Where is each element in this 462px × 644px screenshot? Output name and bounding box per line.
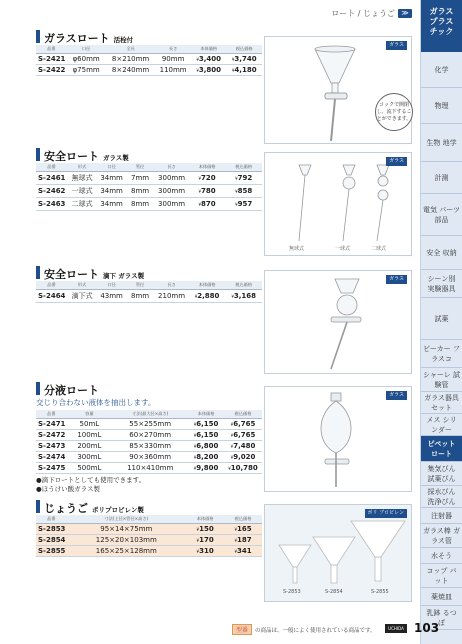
col-header: 形式 <box>67 281 97 290</box>
cell: 110mm <box>155 65 191 76</box>
page-footer <box>0 618 462 644</box>
yen-mark: ¥ <box>193 466 197 471</box>
cell: 300mm <box>154 198 189 211</box>
price: 6,150 <box>196 431 219 439</box>
section-heading: じょうご <box>44 502 88 515</box>
section-subtitle: ポリプロピレン製 <box>92 506 144 514</box>
page-number: 103 <box>414 621 440 635</box>
sidebar-header-line: ガラス <box>429 7 454 16</box>
sidebar-item-label: コップ バット <box>426 566 457 585</box>
sidebar-item[interactable] <box>421 462 462 486</box>
cell: φ75mm <box>66 65 105 76</box>
section-glass-funnel <box>36 30 412 122</box>
sidebar-item[interactable] <box>421 194 462 236</box>
sidebar-item-label: 注射器 <box>431 511 452 520</box>
section-separatory-funnel <box>36 382 412 494</box>
price-tax-cell <box>224 524 262 535</box>
table-row <box>36 441 262 452</box>
table-header-row <box>36 410 262 419</box>
section-heading: ガラスロート <box>44 32 110 45</box>
price-cell <box>189 172 226 185</box>
col-header: 口径 <box>97 163 125 172</box>
product-code: S-2422 <box>38 66 66 74</box>
price-tax: 3,168 <box>233 292 257 300</box>
spec-table <box>36 410 262 474</box>
price-tax: 858 <box>237 187 253 195</box>
sidebar-item[interactable] <box>421 588 462 606</box>
sidebar-item[interactable] <box>421 162 462 194</box>
yen-mark: ¥ <box>230 455 234 460</box>
sidebar-item-label: ビーカー フラスコ <box>423 344 460 363</box>
yen-mark: ¥ <box>230 444 234 449</box>
price: 6,150 <box>196 420 219 428</box>
col-header: 税込価格 <box>224 410 262 419</box>
sidebar-item[interactable] <box>421 436 462 462</box>
product-code: S-2474 <box>38 453 66 461</box>
footer-text: の商品は、一般によく使用されている商品です。 <box>255 627 376 634</box>
cell: 95×14×75mm <box>66 524 186 535</box>
sidebar-item-label: 化学 <box>434 65 449 74</box>
sidebar-item-label: 安全 収納 <box>426 248 457 257</box>
yen-mark: ¥ <box>196 527 200 532</box>
product-code: S-2471 <box>38 420 66 428</box>
price-tax-cell <box>226 54 262 65</box>
yen-mark: ¥ <box>231 57 235 62</box>
price-tax-cell <box>224 441 262 452</box>
sidebar-item-label: ガラス器具 セット <box>424 393 459 412</box>
price-tax: 341 <box>237 547 252 555</box>
price-tax-cell <box>224 430 262 441</box>
note-line: ●滴下ロートとしても使用できます。 <box>36 476 146 484</box>
cell: 34mm <box>97 172 125 185</box>
product-code: S-2464 <box>36 290 67 303</box>
cell: 8mm <box>126 290 154 303</box>
price-cell <box>188 463 224 474</box>
price: 3,800 <box>198 66 222 74</box>
col-header: 品番 <box>36 410 66 419</box>
price-cell <box>188 452 224 463</box>
callout-text: コックで開閉し、流下することができます。 <box>376 101 412 122</box>
image-caption: S-2855 <box>371 589 389 595</box>
cell: 一球式 <box>67 185 97 198</box>
price-tax: 187 <box>237 536 252 544</box>
section-subtitle: 滴下 ガラス製 <box>103 272 145 280</box>
col-header: 全長 <box>106 45 155 54</box>
price-tax-cell <box>224 546 262 557</box>
col-header: 品番 <box>36 281 67 290</box>
sidebar-item[interactable] <box>421 508 462 524</box>
callout-bubble <box>375 93 413 131</box>
drip-funnel-illustration <box>265 271 413 375</box>
sidebar-item[interactable] <box>421 236 462 270</box>
product-code: S-2463 <box>36 198 67 211</box>
col-header: 寸法(上径×管径×高さ) <box>66 515 186 524</box>
yen-mark: ¥ <box>234 527 237 532</box>
sidebar-item-label: シャーレ 試験管 <box>423 370 460 389</box>
cell: 7mm <box>126 172 154 185</box>
yen-mark: ¥ <box>194 294 198 299</box>
col-header: 税込価格 <box>225 163 262 172</box>
spec-table <box>36 45 262 76</box>
table-row <box>36 535 262 546</box>
price: 150 <box>199 525 214 533</box>
price-tax-cell <box>225 172 262 185</box>
section-lead: 交じり合わない液体を抽出します。 <box>36 398 156 407</box>
price-tax-cell <box>224 535 262 546</box>
sidebar-item[interactable] <box>421 270 462 298</box>
cell: 300mm <box>154 185 189 198</box>
table-row <box>36 185 262 198</box>
cell: 500mL <box>66 463 112 474</box>
chevron-icon: ≫ <box>398 9 412 18</box>
model-badge: 型番 <box>232 624 252 635</box>
sidebar-item-label: 採水びん 洗浄びん <box>427 487 456 506</box>
product-code: S-2421 <box>38 55 66 63</box>
cell: 300mL <box>66 452 112 463</box>
yen-mark: ¥ <box>193 422 197 427</box>
col-header: 税込価格 <box>226 45 262 54</box>
table-header-row <box>36 281 262 290</box>
yen-mark: ¥ <box>198 202 202 207</box>
product-image-safety-funnel <box>264 152 412 256</box>
yen-mark: ¥ <box>235 189 238 194</box>
yen-mark: ¥ <box>196 538 200 543</box>
price: 9,800 <box>196 464 219 472</box>
footer-note <box>232 624 376 635</box>
col-header: 本体価格 <box>189 281 226 290</box>
spec-table <box>36 281 262 303</box>
sidebar-item-label: 乳鉢 るつぼ <box>426 608 457 627</box>
cell: 43mm <box>97 290 125 303</box>
price-cell <box>189 185 226 198</box>
price: 310 <box>199 547 214 555</box>
col-header: 税込価格 <box>224 515 262 524</box>
table-header-row <box>36 45 262 54</box>
sidebar-item[interactable] <box>421 392 462 414</box>
product-code: S-2853 <box>38 525 66 533</box>
cell: 55×255mm <box>112 419 188 430</box>
price-tax: 6,765 <box>233 420 256 428</box>
yen-mark: ¥ <box>193 455 197 460</box>
price: 870 <box>201 200 216 208</box>
cell: 60×270mm <box>112 430 188 441</box>
category-sidebar <box>420 0 462 644</box>
col-header: 本体価格 <box>188 410 224 419</box>
yen-mark: ¥ <box>231 68 235 73</box>
price: 6,800 <box>196 442 219 450</box>
price-cell <box>191 65 227 76</box>
section-pp-funnel <box>36 500 412 595</box>
cell: 滴下式 <box>67 290 97 303</box>
yen-mark: ¥ <box>193 433 197 438</box>
product-image-glass-funnel <box>264 36 412 144</box>
note-line: ●ほうけい酸ガラス製 <box>36 485 100 493</box>
product-code: S-2854 <box>38 536 66 544</box>
sidebar-item[interactable] <box>421 548 462 564</box>
price: 2,880 <box>197 292 220 300</box>
product-code: S-2461 <box>36 172 67 185</box>
col-header: 本体価格 <box>189 163 226 172</box>
material-tag: ガラス <box>386 391 407 400</box>
price-tax-cell <box>224 463 262 474</box>
col-header: 長さ <box>155 45 191 54</box>
table-row <box>36 172 262 185</box>
sidebar-item[interactable] <box>421 124 462 162</box>
yen-mark: ¥ <box>230 433 234 438</box>
sidebar-item-label: 生物 地学 <box>426 138 457 147</box>
material-tag: ガラス <box>386 157 407 166</box>
cell: 125×20×103mm <box>66 535 186 546</box>
product-image-drip-funnel <box>264 270 412 374</box>
col-header: 本体価格 <box>186 515 224 524</box>
price-cell <box>186 535 224 546</box>
section-drip-funnel <box>36 266 412 303</box>
sidebar-item-label: 電気 パーツ 部品 <box>423 205 460 224</box>
product-code: S-2462 <box>36 185 67 198</box>
sidebar-item-label: 計測 <box>434 173 449 182</box>
sidebar-item[interactable] <box>421 486 462 508</box>
price-tax: 9,020 <box>233 453 256 461</box>
col-header: 寸法(最大径×高さ) <box>112 410 188 419</box>
section-subtitle: ガラス製 <box>103 154 129 162</box>
price-cell <box>186 524 224 535</box>
sidebar-header-line: チック <box>429 27 454 36</box>
price-tax: 3,740 <box>234 55 257 63</box>
sidebar-item-label: 試薬 <box>434 314 449 323</box>
breadcrumb <box>331 8 412 19</box>
sidebar-item-label: メス シリンダー <box>426 415 457 434</box>
image-caption: 二球式 <box>371 246 387 252</box>
yen-mark: ¥ <box>235 176 238 181</box>
price-tax: 7,480 <box>233 442 256 450</box>
sidebar-item[interactable] <box>421 298 462 340</box>
yen-mark: ¥ <box>193 444 197 449</box>
price-tax: 957 <box>237 200 253 208</box>
section-heading: 分液ロート <box>44 384 99 397</box>
cell: 90mm <box>155 54 191 65</box>
price-cell <box>188 441 224 452</box>
table-row <box>36 524 262 535</box>
table-header-row <box>36 163 262 172</box>
cell: 90×360mm <box>112 452 188 463</box>
col-header: 口径 <box>97 281 125 290</box>
section-heading: 安全ロート <box>44 268 99 281</box>
col-header: 品番 <box>36 45 66 54</box>
cell: 110×410mm <box>112 463 188 474</box>
yen-mark: ¥ <box>196 549 200 554</box>
col-header: 長さ <box>154 281 189 290</box>
spec-table <box>36 163 262 211</box>
section-safety-funnel <box>36 148 412 252</box>
sidebar-item-label: 水そう <box>431 551 452 560</box>
sidebar-item[interactable] <box>421 564 462 588</box>
yen-mark: ¥ <box>230 422 234 427</box>
product-image-pp-funnel <box>264 504 412 602</box>
col-header: 容量 <box>66 410 112 419</box>
price-cell <box>188 419 224 430</box>
table-row <box>36 430 262 441</box>
sidebar-item-label: ピペット ロート <box>427 439 456 458</box>
separatory-funnel-illustration <box>265 387 413 493</box>
price: 720 <box>201 174 216 182</box>
price-cell <box>189 290 226 303</box>
table-row <box>36 463 262 474</box>
cell: 8mm <box>126 185 154 198</box>
cell: 34mm <box>97 198 125 211</box>
table-row <box>36 198 262 211</box>
product-image-separatory-funnel <box>264 386 412 492</box>
yen-mark: ¥ <box>228 466 231 471</box>
col-header: 形式 <box>67 163 97 172</box>
section-subtitle: 活栓付 <box>113 36 134 44</box>
price-tax-cell <box>226 65 262 76</box>
price-cell <box>186 546 224 557</box>
cell: 210mm <box>154 290 189 303</box>
price-tax: 6,765 <box>233 431 256 439</box>
col-header: 管径 <box>126 281 154 290</box>
price-cell <box>189 198 226 211</box>
safety-funnel-illustration <box>265 153 413 257</box>
yen-mark: ¥ <box>196 68 199 73</box>
sidebar-item[interactable] <box>421 524 462 548</box>
cell: 300mm <box>154 172 189 185</box>
brand-logo: UCHIDA <box>385 624 407 633</box>
sidebar-list <box>421 52 462 630</box>
table-header-row <box>36 515 262 524</box>
price: 780 <box>201 187 216 195</box>
cell: 34mm <box>97 185 125 198</box>
product-code: S-2473 <box>38 442 66 450</box>
product-code: S-2855 <box>38 547 66 555</box>
col-header: 税込価格 <box>225 281 262 290</box>
sidebar-item-label: 物理 <box>434 101 449 110</box>
section-heading: 安全ロート <box>44 150 99 163</box>
price-tax: 792 <box>237 174 253 182</box>
cell: 100mL <box>66 430 112 441</box>
sidebar-header-line: プラス <box>429 17 454 26</box>
price-tax-cell <box>225 198 262 211</box>
price-tax-cell <box>224 419 262 430</box>
material-tag: ポリ プロピレン <box>365 509 407 518</box>
price-tax: 10,780 <box>230 464 258 472</box>
sidebar-item[interactable] <box>421 340 462 368</box>
cell: 8×210mm <box>106 54 155 65</box>
sidebar-item[interactable] <box>421 52 462 88</box>
yen-mark: ¥ <box>234 538 237 543</box>
price: 8,200 <box>196 453 219 461</box>
cell: 165×25×128mm <box>66 546 186 557</box>
price: 3,400 <box>198 55 222 63</box>
table-row <box>36 419 262 430</box>
yen-mark: ¥ <box>196 57 199 62</box>
yen-mark: ¥ <box>231 294 234 299</box>
sidebar-item-label: ガラス棒 ガラス管 <box>423 526 461 545</box>
table-row <box>36 54 262 65</box>
sidebar-item-label: シーン別 実験器具 <box>427 274 456 293</box>
price-tax-cell <box>225 185 262 198</box>
cell: 50mL <box>66 419 112 430</box>
cell: 85×330mm <box>112 441 188 452</box>
yen-mark: ¥ <box>234 549 237 554</box>
price-tax-cell <box>224 452 262 463</box>
col-header: 管径 <box>126 163 154 172</box>
image-caption: S-2854 <box>325 589 343 595</box>
cell: 無球式 <box>67 172 97 185</box>
cell: 二球式 <box>67 198 97 211</box>
product-code: S-2475 <box>38 464 66 472</box>
yen-mark: ¥ <box>198 189 202 194</box>
image-caption: 一球式 <box>335 246 351 252</box>
image-caption: 無球式 <box>289 246 305 252</box>
col-header: 品番 <box>36 163 67 172</box>
image-caption: S-2853 <box>283 589 301 595</box>
yen-mark: ¥ <box>235 202 238 207</box>
price: 170 <box>199 536 214 544</box>
table-row <box>36 452 262 463</box>
price-tax-cell <box>225 290 262 303</box>
price-cell <box>188 430 224 441</box>
col-header: 口径 <box>66 45 105 54</box>
price-tax: 4,180 <box>234 66 257 74</box>
col-header: 品番 <box>36 515 66 524</box>
sidebar-item[interactable] <box>421 88 462 124</box>
cell: 200mL <box>66 441 112 452</box>
material-tag: ガラス <box>386 275 407 284</box>
yen-mark: ¥ <box>198 176 202 181</box>
price-cell <box>191 54 227 65</box>
sidebar-header <box>421 0 462 52</box>
sidebar-item-label: 集気びん 試薬びん <box>427 464 456 483</box>
sidebar-item[interactable] <box>421 368 462 392</box>
sidebar-item-label: 薬焼皿 <box>431 592 452 601</box>
sidebar-item[interactable] <box>421 414 462 436</box>
spec-table <box>36 515 262 557</box>
cell: 8mm <box>126 198 154 211</box>
material-tag: ガラス <box>386 41 407 50</box>
table-row <box>36 546 262 557</box>
price-tax: 165 <box>237 525 252 533</box>
table-row <box>36 290 262 303</box>
cell: 8×240mm <box>106 65 155 76</box>
product-code: S-2472 <box>38 431 66 439</box>
col-header: 本体価格 <box>191 45 227 54</box>
table-row <box>36 65 262 76</box>
cell: φ60mm <box>66 54 105 65</box>
col-header: 長さ <box>154 163 189 172</box>
breadcrumb-text: ロート / じょうご <box>331 9 395 18</box>
